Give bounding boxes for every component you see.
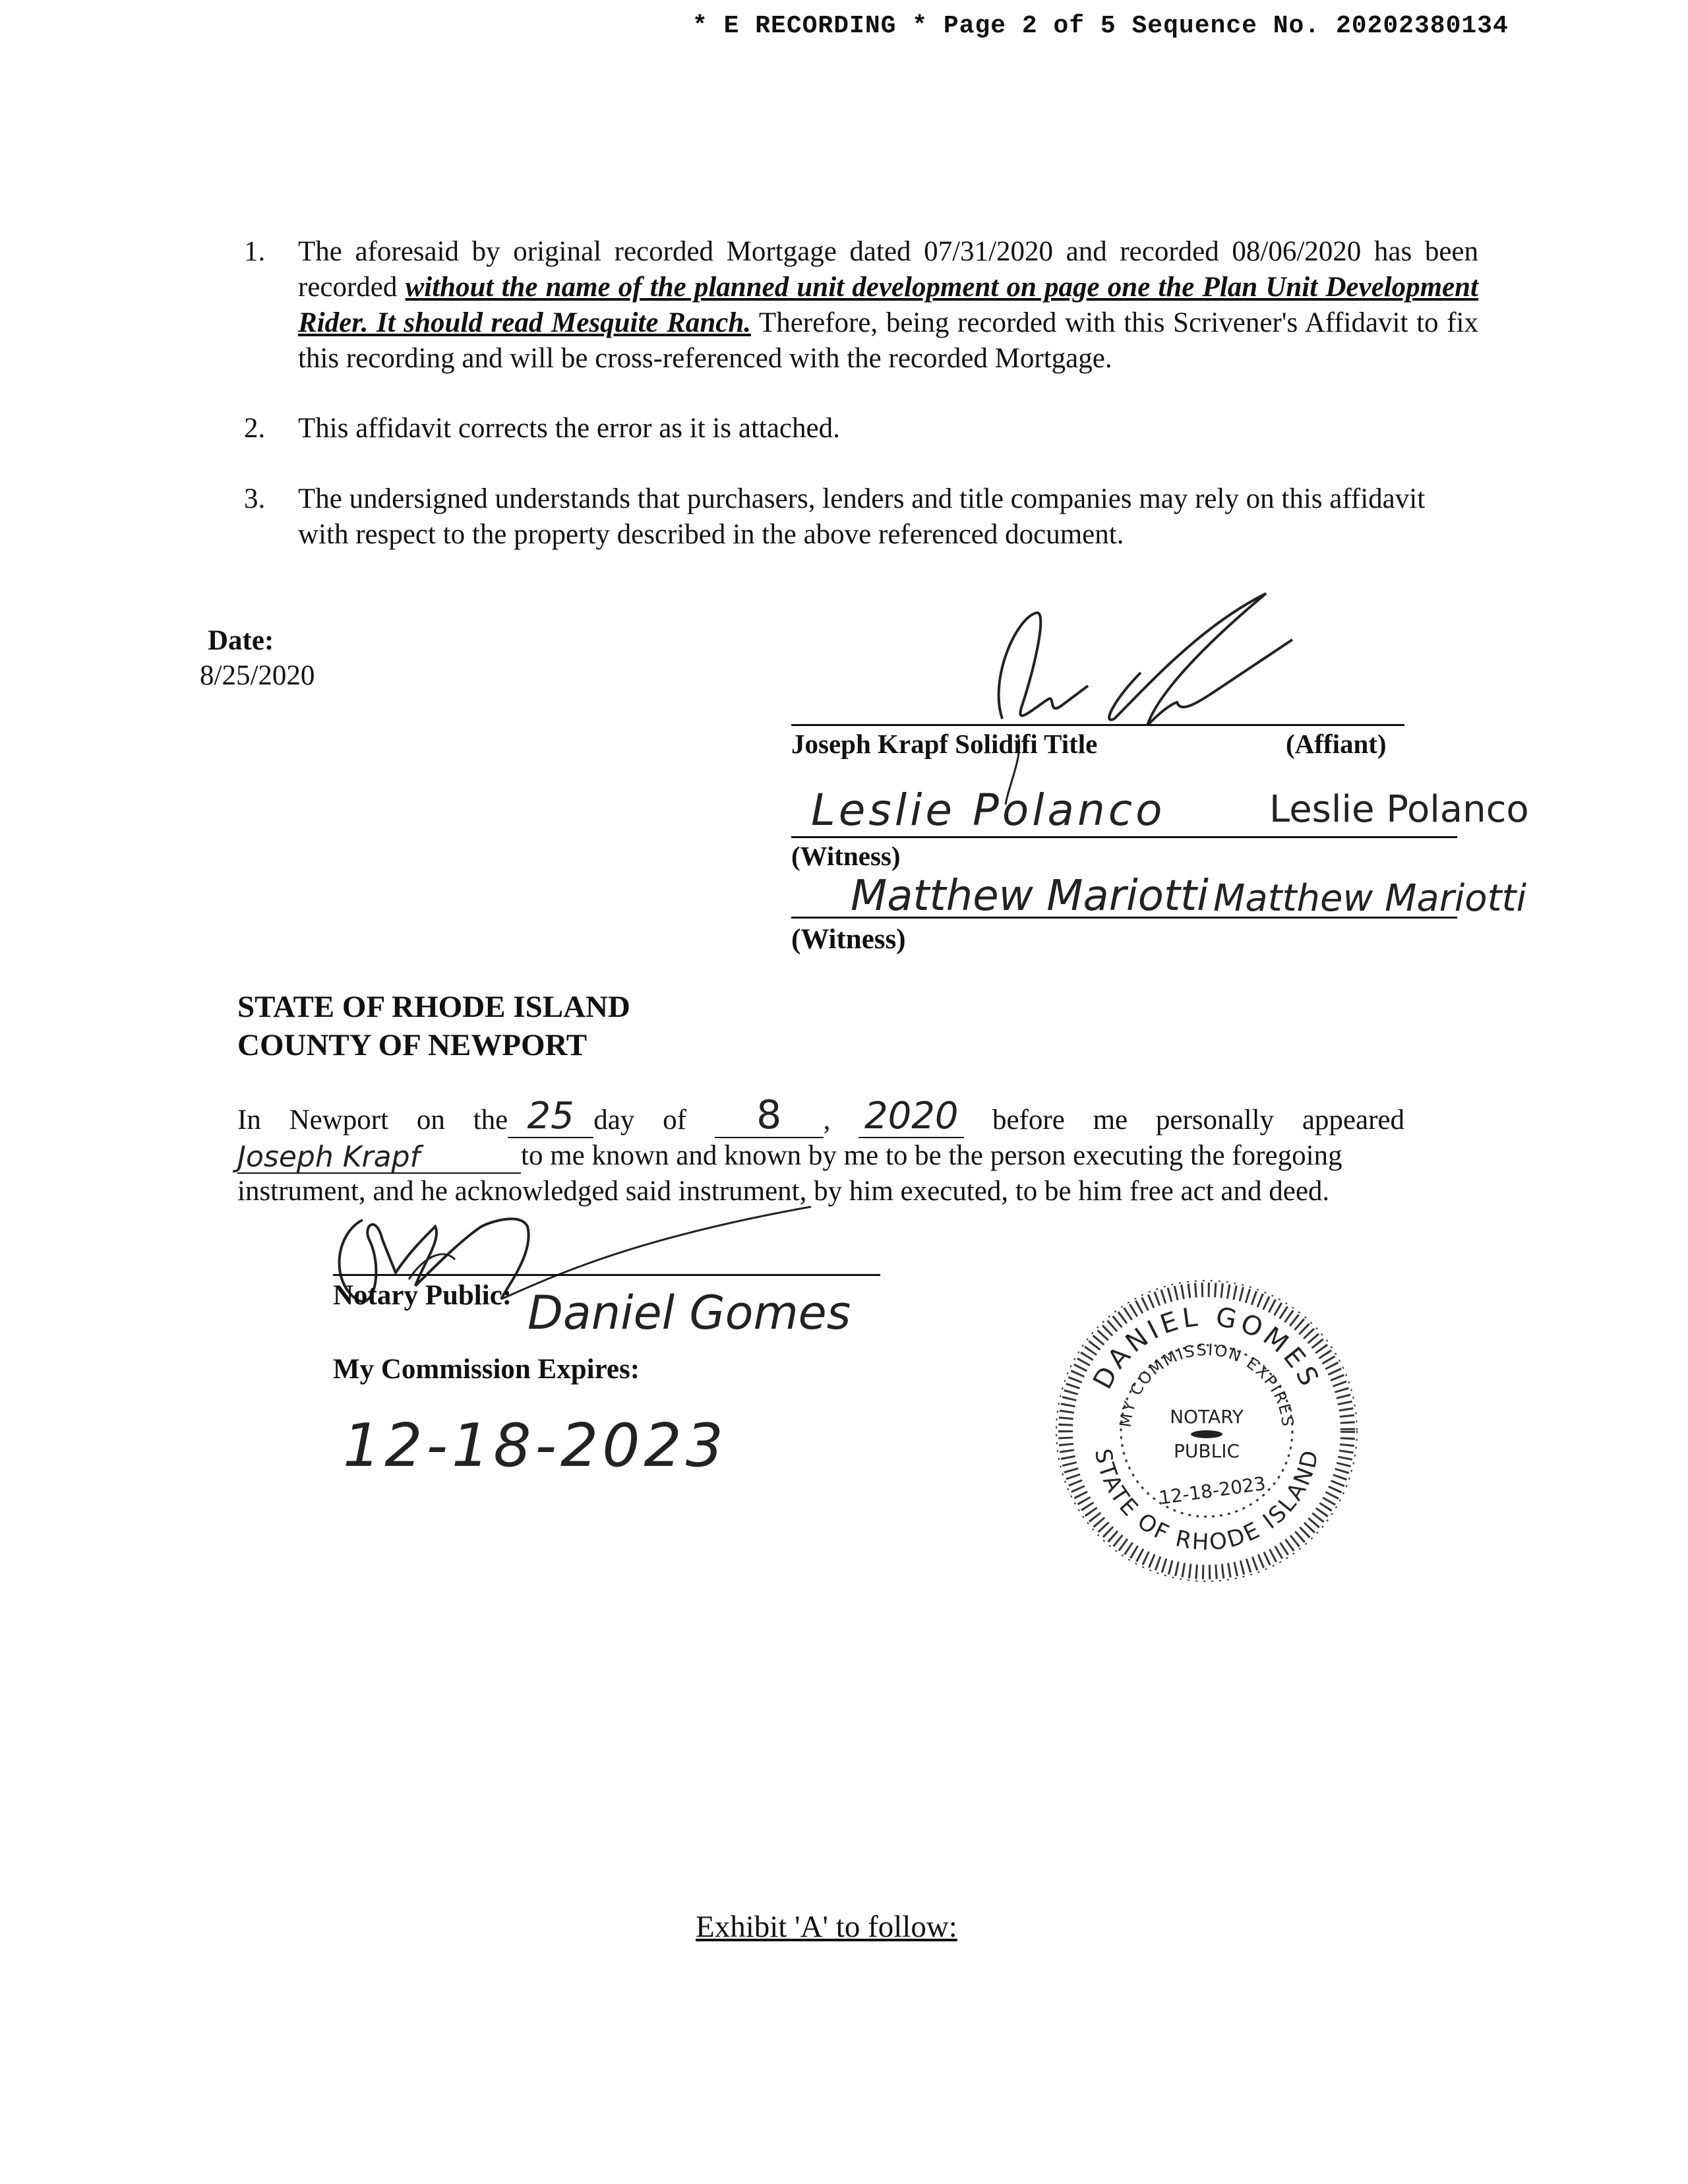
witness2-signature-line xyxy=(791,917,1457,919)
commission-label: My Commission Expires: xyxy=(333,1354,640,1385)
ack-line2-text: to me known and known by me to be the person executing the foregoing xyxy=(521,1140,1342,1171)
item-number: 2. xyxy=(244,413,266,444)
item-text-emphasis: without the name of the planned unit development on page one the Plan Unit Development Rider. It should read Mesquite Ranch. xyxy=(298,272,1478,338)
seal-name: DANIEL GOMES xyxy=(1087,1301,1326,1395)
seal-divider-icon xyxy=(1191,1430,1222,1438)
ack-word: In xyxy=(237,1105,261,1136)
recording-header: * E RECORDING * Page 2 of 5 Sequence No. 20202380134 xyxy=(692,12,1509,40)
affiant-role: (Affiant) xyxy=(1286,729,1387,759)
acknowledgment-line-1 xyxy=(237,1092,1404,1138)
ack-word: appeared xyxy=(1302,1105,1404,1136)
list-item xyxy=(244,234,1484,379)
ack-word: on xyxy=(416,1105,445,1136)
item-text: This affidavit corrects the error as it is attached. xyxy=(298,413,840,444)
affiant-name: Joseph Krapf Solidifi Title xyxy=(791,729,1098,759)
day-handwritten: 25 xyxy=(527,1095,574,1138)
appeared-name-blank xyxy=(237,1140,521,1174)
venue-state: STATE OF RHODE ISLAND xyxy=(237,990,630,1024)
notary-signature-line xyxy=(333,1274,880,1276)
seal-expires: 12-18-2023 xyxy=(1157,1472,1267,1509)
ack-day-group xyxy=(473,1095,635,1138)
ack-month-group: 8 , xyxy=(715,1103,831,1138)
seal-state: STATE OF RHODE ISLAND xyxy=(1089,1446,1325,1556)
affiant-signature xyxy=(950,587,1319,811)
witness1-signature: Leslie Polanco xyxy=(811,785,1166,835)
item-text-before: The aforesaid by original recorded Mortgage dated 07/31/2020 and recorded 08/06/2020 has been recorded xyxy=(298,236,1478,303)
witness1-signature-line xyxy=(791,836,1457,838)
acknowledgment-line-2 xyxy=(237,1138,1404,1174)
appeared-name-handwritten: Joseph Krapf xyxy=(237,1140,421,1174)
acknowledgment-line-3: instrument, and he acknowledged said instrument, by him executed, to be him free act and deed. xyxy=(237,1176,1330,1207)
ack-word: the xyxy=(473,1105,508,1136)
year-handwritten: 2020 xyxy=(864,1095,959,1138)
date-label: Date: xyxy=(208,625,274,656)
seal-public: PUBLIC xyxy=(1174,1440,1240,1462)
ack-word: of xyxy=(663,1105,686,1136)
venue-county: COUNTY OF NEWPORT xyxy=(237,1028,588,1062)
list-item xyxy=(244,411,1484,450)
ack-word: me xyxy=(1093,1105,1128,1136)
month-blank xyxy=(715,1092,824,1138)
witness1-label: (Witness) xyxy=(791,841,901,871)
ack-word: before xyxy=(992,1105,1065,1136)
item-text: The undersigned understands that purchasers, lenders and title companies may rely on this affidavit with respect to the property described in the above referenced document. xyxy=(298,483,1426,550)
notary-label: Notary Public: xyxy=(333,1280,512,1311)
ack-word: personally xyxy=(1155,1105,1275,1136)
witness2-label: (Witness) xyxy=(791,924,906,955)
day-blank xyxy=(508,1095,593,1138)
witness1-printed-name: Leslie Polanco xyxy=(1269,788,1529,831)
ack-word: day xyxy=(593,1105,635,1136)
seal-commission: MY COMMISSION EXPIRES xyxy=(1116,1340,1298,1429)
item-text-after: Therefore, being recorded with this Scrivener's Affidavit to fix this recording and will be cross-referenced with the recorded Mortgage. xyxy=(298,307,1478,374)
date-value: 8/25/2020 xyxy=(200,660,315,691)
month-handwritten: 8 xyxy=(756,1092,782,1138)
notary-name-handwritten: Daniel Gomes xyxy=(528,1286,851,1340)
affiant-signature-line xyxy=(791,724,1404,726)
seal-notary: NOTARY xyxy=(1170,1406,1244,1428)
list-item xyxy=(244,481,1484,561)
notary-seal xyxy=(1048,1273,1365,1589)
commission-date-handwritten: 12-18-2023 xyxy=(343,1411,728,1480)
item-number: 1. xyxy=(244,236,266,267)
year-blank xyxy=(859,1095,964,1138)
witness2-printed-name: Matthew Mariotti xyxy=(1213,877,1527,920)
witness2-signature: Matthew Mariotti xyxy=(851,872,1209,921)
item-number: 3. xyxy=(244,483,266,514)
item-text xyxy=(298,234,1478,377)
ack-word: Newport xyxy=(289,1105,389,1136)
exhibit-note: Exhibit 'A' to follow: xyxy=(696,1910,957,1944)
